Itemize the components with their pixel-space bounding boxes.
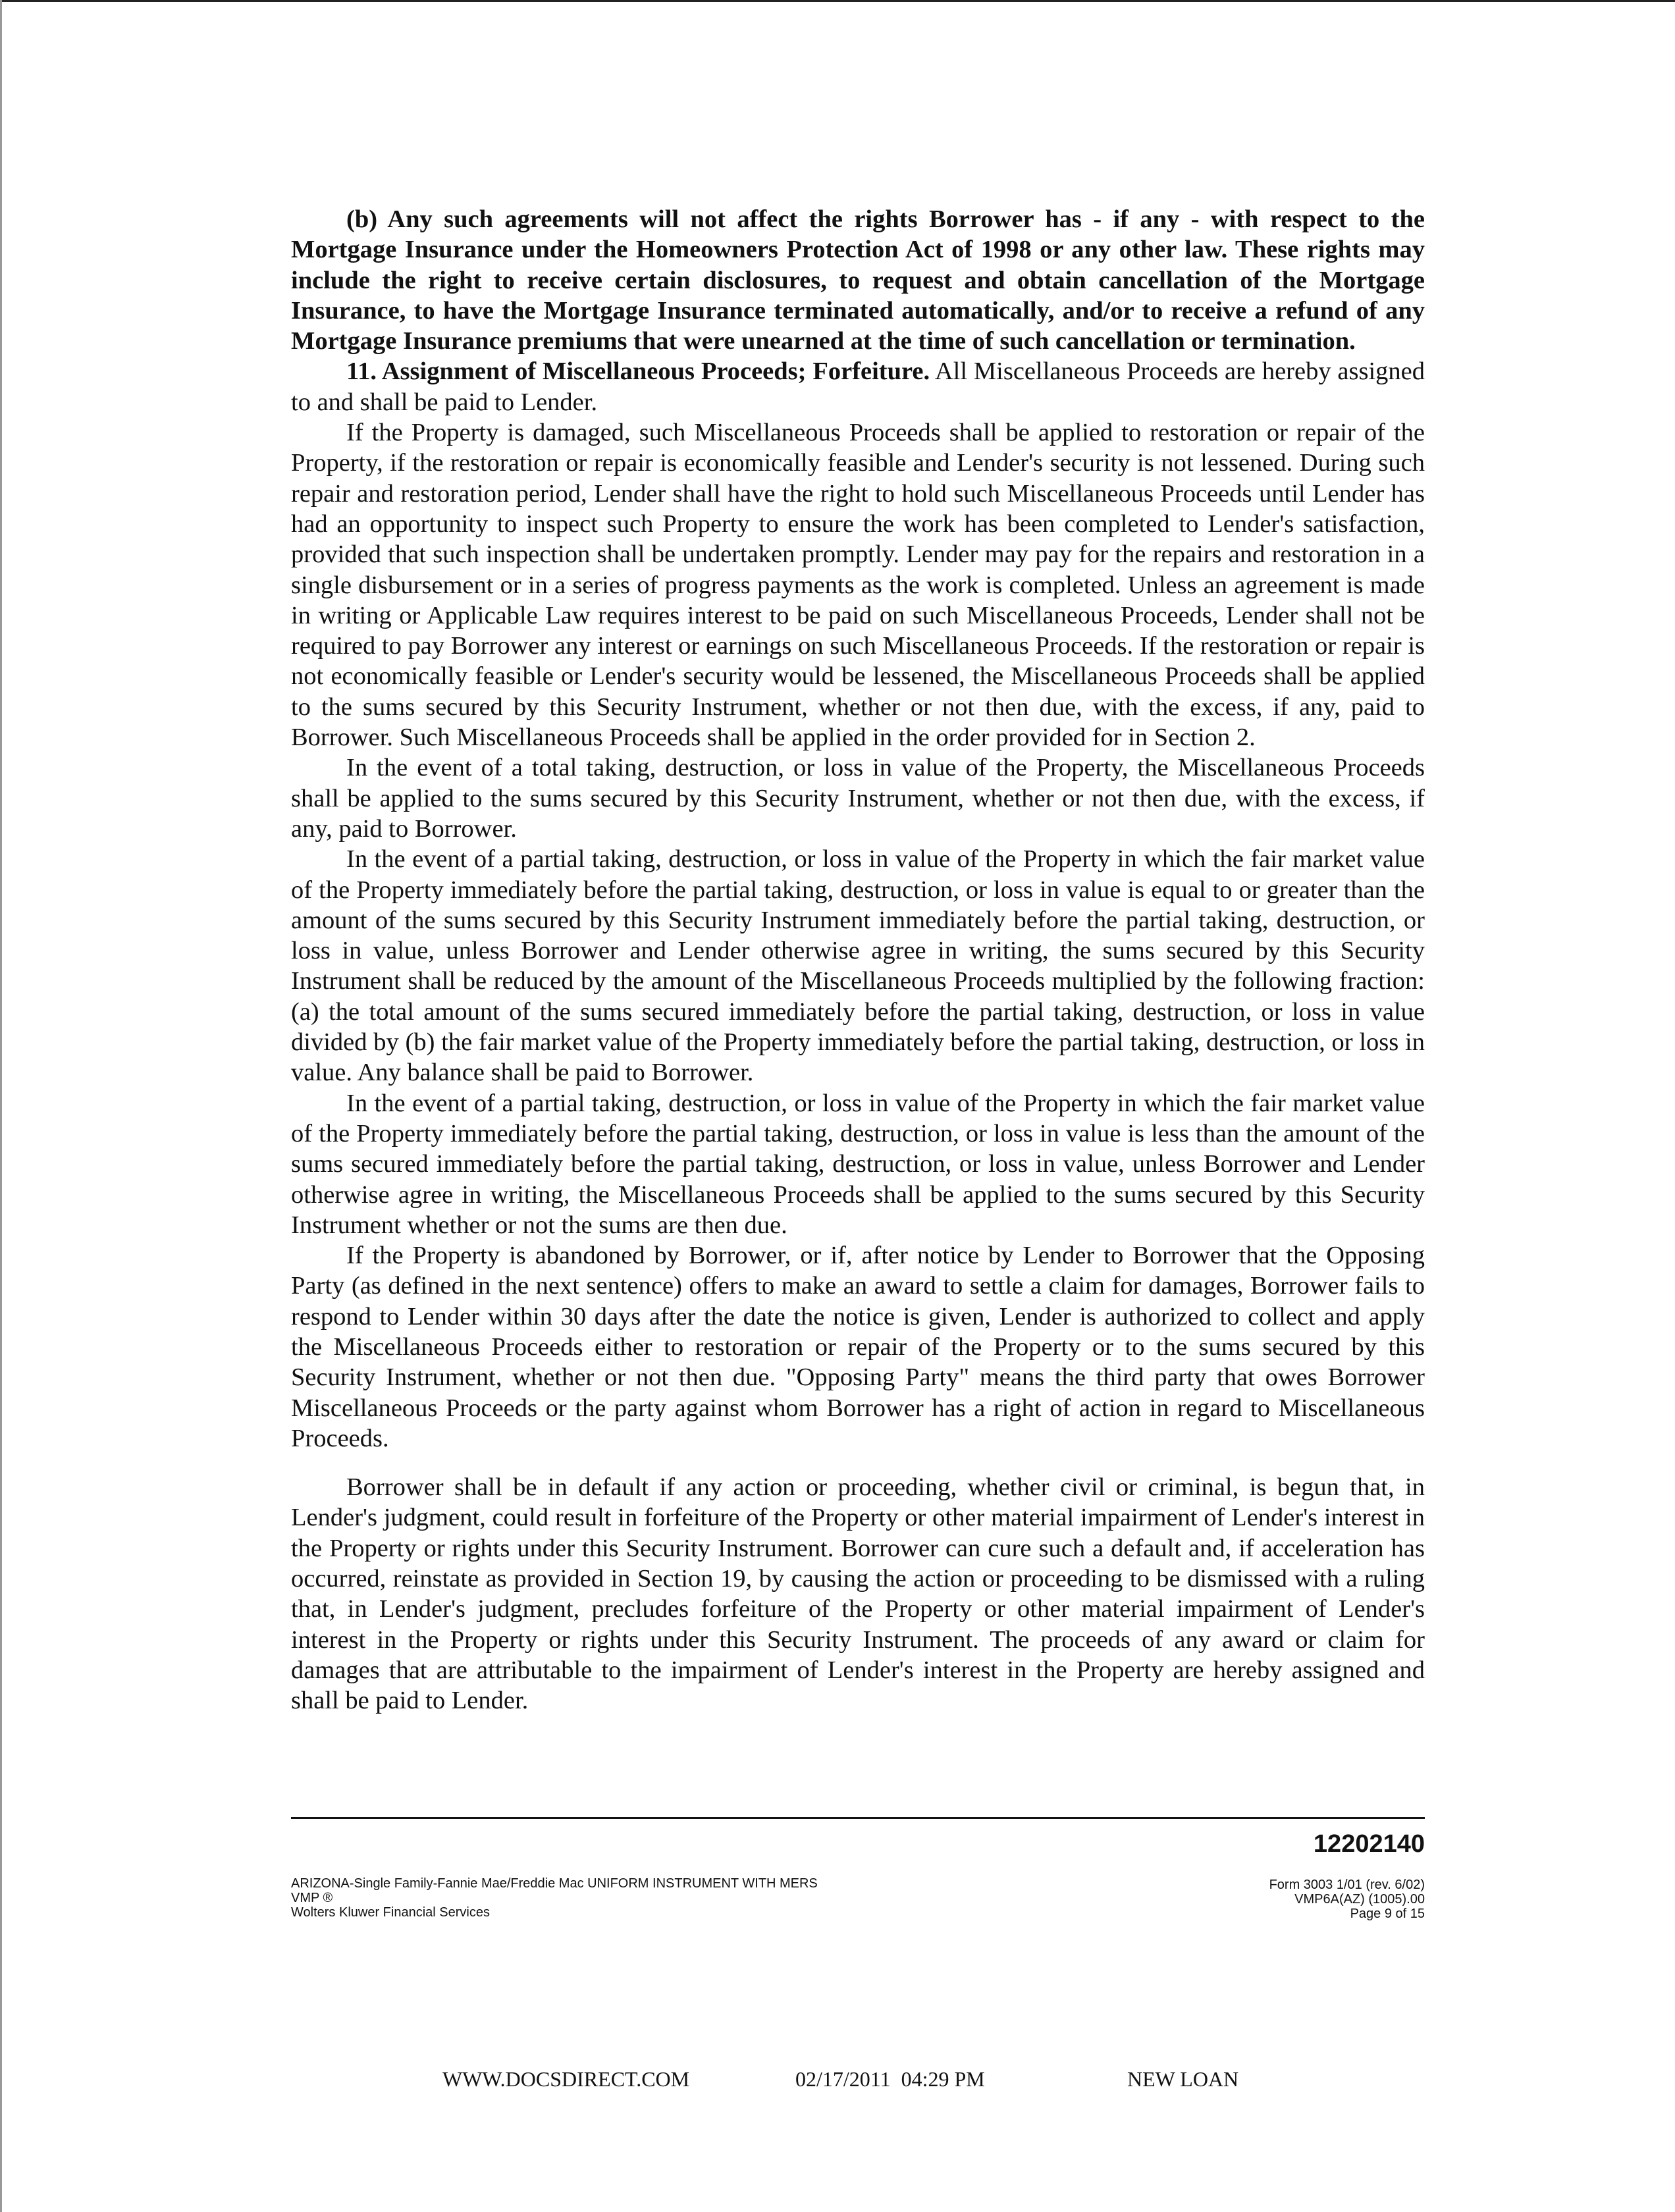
body-text <box>291 204 1425 1716</box>
footer-form-title: ARIZONA-Single Family-Fannie Mae/Freddie Mac UNIFORM INSTRUMENT WITH MERS <box>291 1876 818 1891</box>
footer-form-id <box>1269 1878 1425 1921</box>
paragraph-abandoned-property: If the Property is abandoned by Borrower, or if, after notice by Lender to Borrower that the Opposing Party (as defined in the next sentence) offers to make an award to settle a claim for damages, Borrower fails to respond to Lender within 30 days after the date the notice is given, Lender is authorized to collect and apply the Miscellaneous Proceeds either to restoration or repair of the Property or to the sums secured by this Security Instrument, whether or not then due. "Opposing Party" means the third party that owes Borrower Miscellaneous Proceeds or the party against whom Borrower has a right of action in regard to Miscellaneous Proceeds. <box>291 1242 1425 1452</box>
section-11-text: All Miscellaneous Proceeds are hereby assigned to and shall be paid to Lender. <box>291 357 1425 416</box>
document-number: 12202140 <box>1313 1830 1425 1858</box>
paragraph-total-taking: In the event of a total taking, destruction, or loss in value of the Property, the Miscellaneous Proceeds shall be applied to the sums secured by this Security Instrument, whether or not then due, with the excess, if any, paid to Borrower. <box>291 754 1425 843</box>
footer-divider <box>291 1817 1425 1819</box>
paragraph-partial-taking-greater: In the event of a partial taking, destruction, or loss in value of the Property in which the fair market value of the Property immediately before the partial taking, destruction, or loss in value is equal to or greater than the amount of the sums secured by this Security Instrument immediately before the partial taking, destruction, or loss in value, unless Borrower and Lender otherwise agree in writing, the sums secured by this Security Instrument shall be reduced by the amount of the Miscellaneous Proceeds multiplied by the following fraction: (a) the total amount of the sums secured immediately before the partial taking, destruction, or loss in value divided by (b) the fair market value of the Property immediately before the partial taking, destruction, or loss in value. Any balance shall be paid to Borrower. <box>291 845 1425 1087</box>
paragraph-b-agreements: (b) Any such agreements will not affect the rights Borrower has - if any - with respect to the Mortgage Insurance under the Homeowners Protection Act of 1998 or any other law. These rights may include the right to receive certain disclosures, to request and obtain cancellation of the Mortgage Insurance, to have the Mortgage Insurance terminated automatically, and/or to receive a refund of any Mortgage Insurance premiums that were unearned at the time of such cancellation or termination. <box>291 205 1425 356</box>
stamp-status: NEW LOAN <box>1127 2067 1239 2091</box>
section-11-heading: 11. Assignment of Miscellaneous Proceeds; Forfeiture. <box>346 357 930 386</box>
paragraph-borrower-default: Borrower shall be in default if any action or proceeding, whether civil or criminal, is begun that, in Lender's judgment, could result in forfeiture of the Property or other material impairment of Lender's interest in the Property or rights under this Security Instrument. Borrower can cure such a default and, if acceleration has occurred, reinstate as provided in Section 19, by causing the action or proceeding to be dismissed with a ruling that, in Lender's judgment, precludes forfeiture of the Property or other material impairment of Lender's interest in the Property or rights under this Security Instrument. The proceeds of any award or claim for damages that are attributable to the impairment of Lender's interest in the Property are hereby assigned and shall be paid to Lender. <box>291 1473 1425 1715</box>
footer-publisher: Wolters Kluwer Financial Services <box>291 1905 490 1920</box>
paragraph-partial-taking-less: In the event of a partial taking, destruction, or loss in value of the Property in which the fair market value of the Property immediately before the partial taking, destruction, or loss in value is less than the amount of the sums secured immediately before the partial taking, destruction, or loss in value, unless Borrower and Lender otherwise agree in writing, the Miscellaneous Proceeds shall be applied to the sums secured by this Security Instrument whether or not the sums are then due. <box>291 1089 1425 1239</box>
footer-form-info <box>291 1876 818 1920</box>
footer-vmp-mark: VMP ® <box>291 1891 333 1905</box>
scan-top-edge <box>0 0 1675 2</box>
stamp-website: WWW.DOCSDIRECT.COM <box>442 2067 690 2091</box>
footer-form-number: Form 3003 1/01 (rev. 6/02) <box>1269 1878 1425 1892</box>
stamp-datetime: 02/17/2011 04:29 PM <box>795 2067 985 2091</box>
footer-vmp-code: VMP6A(AZ) (1005).00 <box>1294 1892 1425 1907</box>
paragraph-property-damaged: If the Property is damaged, such Miscellaneous Proceeds shall be applied to restoration or repair of the Property, if the restoration or repair is economically feasible and Lender's security is not lessened. During such repair and restoration period, Lender shall have the right to hold such Miscellaneous Proceeds until Lender has had an opportunity to inspect such Property to ensure the work has been completed to Lender's satisfaction, provided that such inspection shall be undertaken promptly. Lender may pay for the repairs and restoration in a single disbursement or in a series of progress payments as the work is completed. Unless an agreement is made in writing or Applicable Law requires interest to be paid on such Miscellaneous Proceeds, Lender shall not be required to pay Borrower any interest or earnings on such Miscellaneous Proceeds. If the restoration or repair is not economically feasible or Lender's security would be lessened, the Miscellaneous Proceeds shall be applied to the sums secured by this Security Instrument, whether or not then due, with the excess, if any, paid to Borrower. Such Miscellaneous Proceeds shall be applied in the order provided for in Section 2. <box>291 419 1425 752</box>
section-11-paragraph <box>291 356 1425 417</box>
scan-left-edge <box>0 0 2 2212</box>
footer-page-number: Page 9 of 15 <box>1350 1907 1425 1921</box>
